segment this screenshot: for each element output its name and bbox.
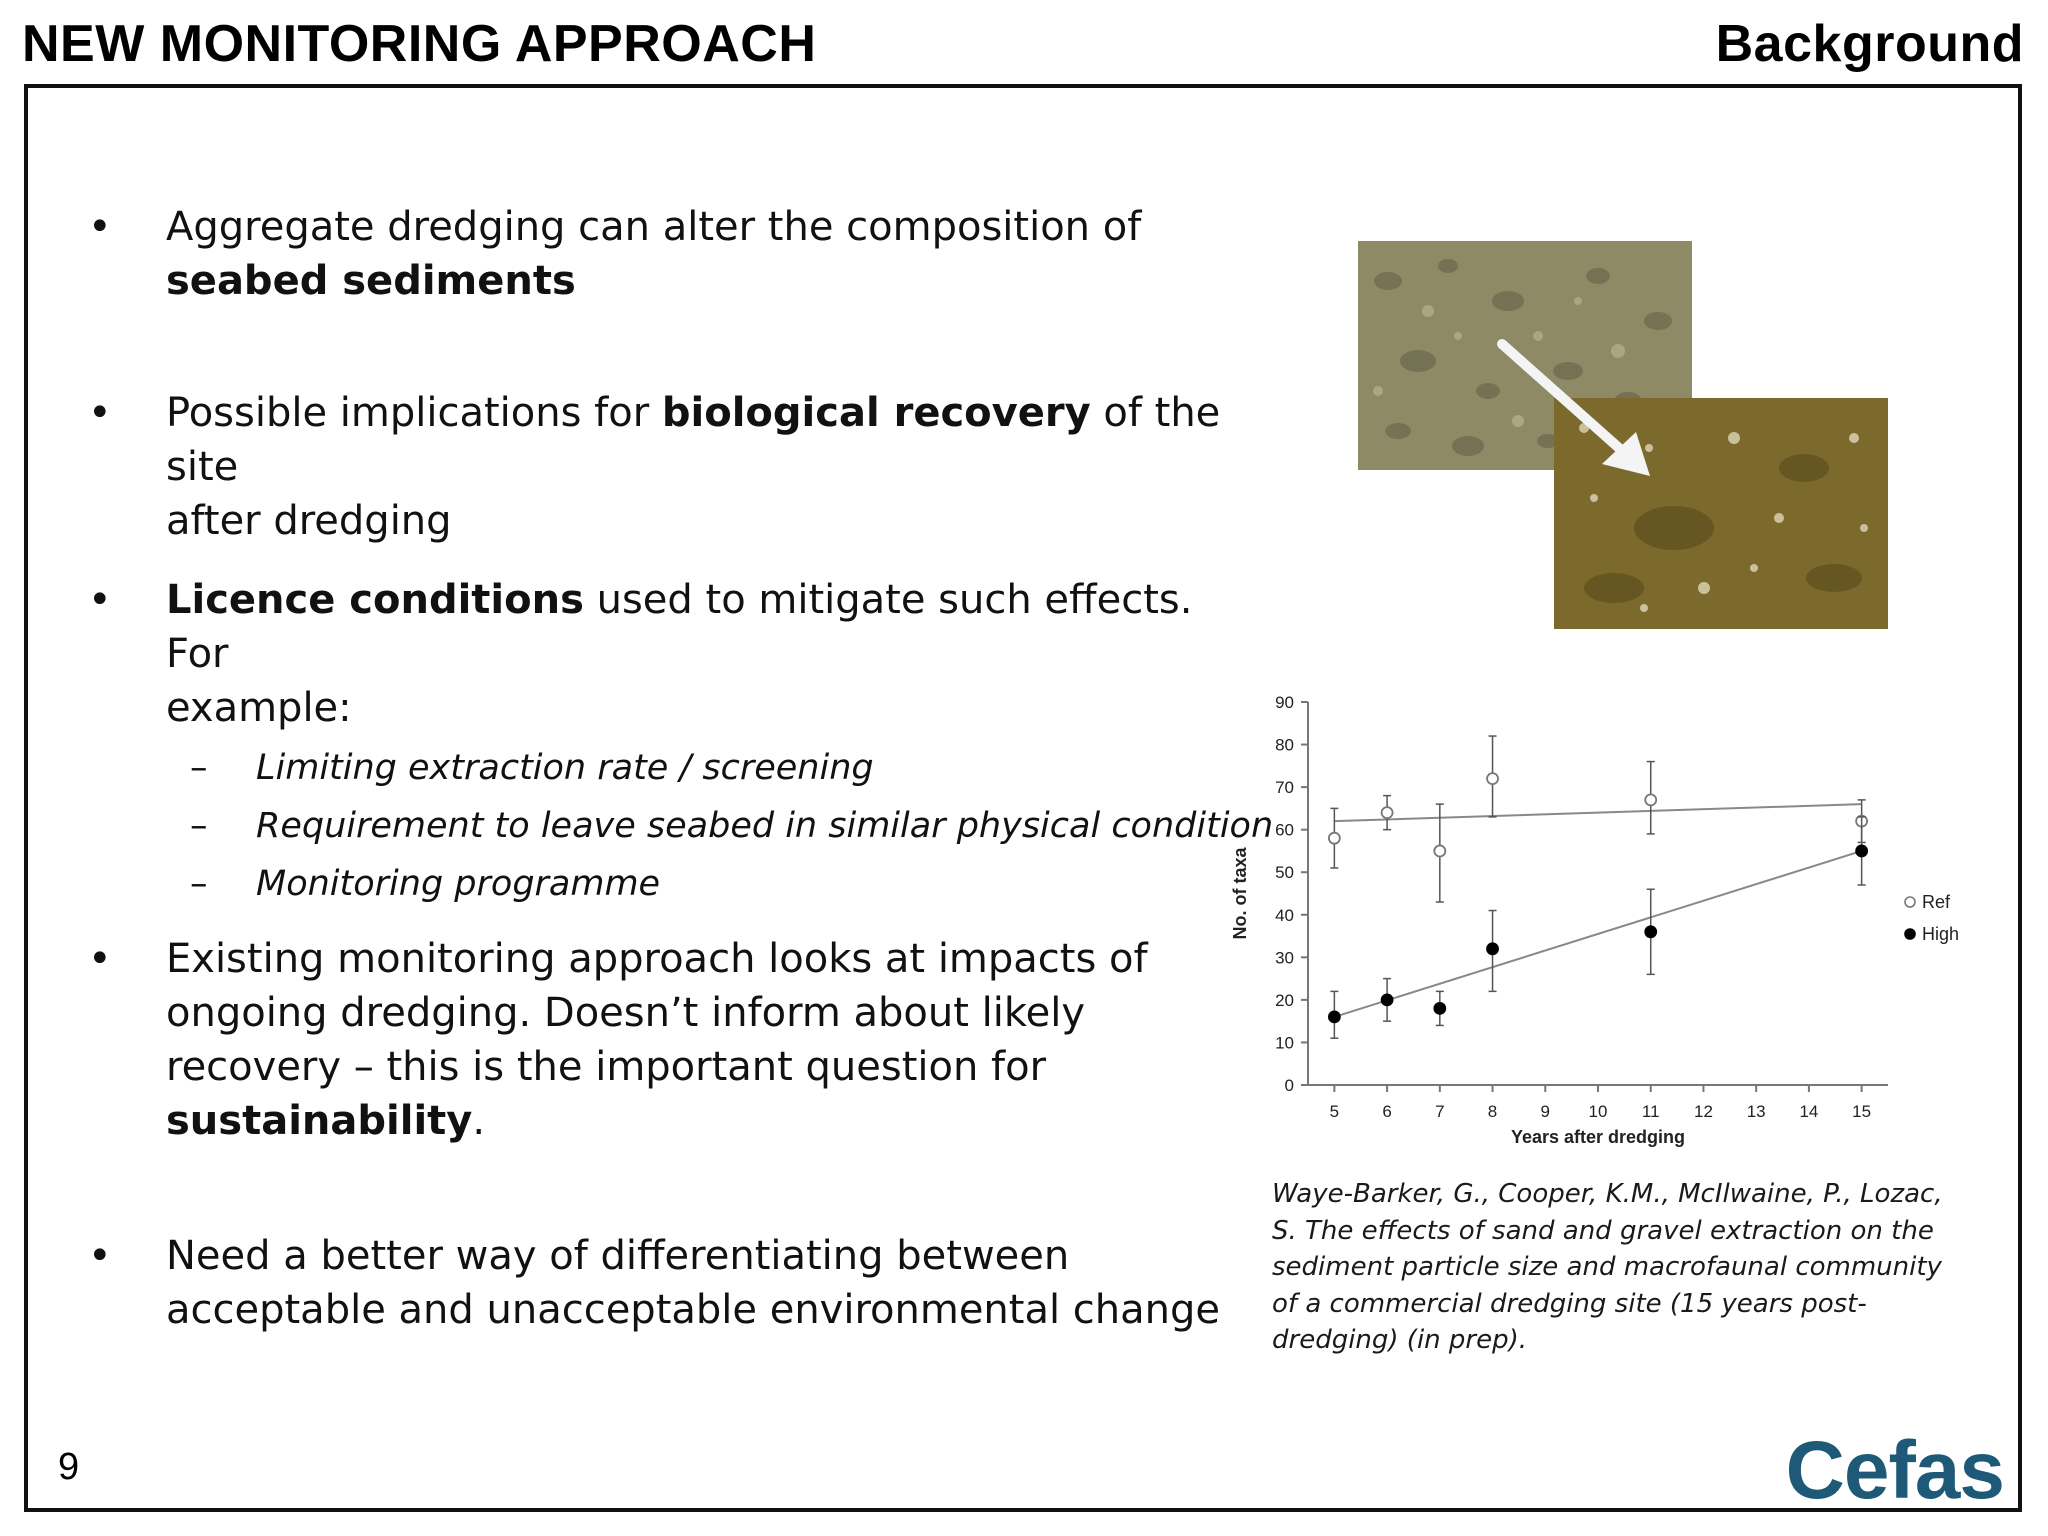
x-tick-label: 9 [1540, 1102, 1551, 1121]
point-high [1856, 845, 1867, 856]
bullet-emphasis: Licence conditions [166, 577, 584, 623]
point-high [1487, 943, 1498, 954]
chart-trend-lines [1334, 804, 1861, 1017]
sub-bullet-item [166, 797, 1274, 855]
legend-label-ref: Ref [1922, 892, 1951, 912]
trend-line-ref [1334, 804, 1861, 821]
sub-bullet-dash: – [190, 748, 208, 788]
sub-bullet-text: Requirement to leave seabed in similar physical condition [256, 806, 1274, 846]
bullet-dot: • [88, 390, 112, 436]
cefas-logo: Cefas [1785, 1425, 2004, 1516]
y-tick-label: 60 [1275, 820, 1294, 840]
y-tick-label: 10 [1275, 1033, 1294, 1053]
x-tick-label: 10 [1588, 1102, 1608, 1121]
bullet-text: ongoing dredging. Doesn’t inform about likely [166, 990, 1086, 1036]
x-tick-label: 7 [1435, 1102, 1445, 1121]
bullet-text: used to mitigate such effects. For [166, 577, 1193, 677]
sub-bullet-item [166, 739, 1226, 797]
legend-marker-ref [1905, 897, 1915, 907]
bullet-dot: • [88, 577, 112, 623]
bullet-text: after dredging [166, 498, 452, 544]
x-tick-label: 12 [1693, 1102, 1713, 1121]
bullet-text: Possible implications for [166, 390, 650, 436]
x-tick-label: 15 [1852, 1102, 1872, 1121]
bullet-text: of the site [166, 390, 1221, 490]
bullet-text: Aggregate dredging can alter the composition of [166, 204, 1142, 250]
chart-axes [1230, 693, 1888, 1147]
page-number: 9 [58, 1446, 80, 1488]
y-tick-label: 80 [1275, 735, 1294, 755]
section-label: Background [1715, 15, 2024, 73]
y-tick-label: 50 [1275, 863, 1294, 883]
citation-text: Waye-Barker, G., Cooper, K.M., McIlwaine, P., Lozac, S. The effects of sand and gravel extraction on the sediment particle size and macrofaunal community of a commercial dredging site (15 years post-dredging) (in prep). [1272, 1179, 1943, 1355]
sub-bullet-item [166, 855, 1226, 913]
point-high [1434, 1003, 1445, 1014]
y-tick-label: 30 [1275, 948, 1294, 968]
bullet-emphasis: seabed sediments [166, 258, 576, 304]
y-tick-label: 90 [1275, 693, 1294, 712]
chart-legend [1905, 892, 1959, 944]
y-axis-title: No. of taxa [1230, 847, 1250, 940]
transition-arrow-icon [1490, 332, 1670, 492]
bullet-dot: • [88, 204, 112, 250]
point-ref [1645, 794, 1656, 805]
legend-label-high: High [1922, 924, 1960, 944]
slide-title: NEW MONITORING APPROACH [22, 15, 817, 73]
bullet-text: Need a better way of differentiating between [166, 1233, 1070, 1279]
point-ref [1487, 773, 1498, 784]
point-high [1329, 1011, 1340, 1022]
x-tick-label: 14 [1799, 1102, 1819, 1121]
bullet-text: Existing monitoring approach looks at impacts of [166, 936, 1148, 982]
point-high [1645, 926, 1656, 937]
trend-line-high [1334, 851, 1861, 1017]
sub-bullet-dash: – [190, 864, 208, 904]
sub-bullet-dash: – [190, 806, 208, 846]
x-axis-title: Years after dredging [1510, 1127, 1686, 1147]
y-tick-label: 20 [1275, 990, 1294, 1010]
legend-marker-high [1905, 929, 1915, 939]
bullet-text: . [472, 1098, 486, 1144]
sub-bullet-text: Monitoring programme [256, 864, 661, 904]
x-tick-label: 5 [1329, 1102, 1340, 1121]
taxa-recovery-chart [1212, 680, 1992, 1150]
point-high [1382, 994, 1393, 1005]
y-tick-label: 70 [1275, 778, 1294, 798]
bullet-dot: • [88, 936, 112, 982]
point-ref [1434, 845, 1445, 856]
bullet-emphasis: sustainability [166, 1098, 473, 1144]
bullet-text: recovery – this is the important question for [166, 1044, 1047, 1090]
y-tick-label: 40 [1275, 905, 1294, 925]
sub-bullet-text: Limiting extraction rate / screening [256, 748, 874, 788]
x-tick-label: 11 [1641, 1102, 1660, 1121]
bullet-text: acceptable and unacceptable environmental change [166, 1287, 1221, 1333]
bullet-dot: • [88, 1233, 112, 1279]
point-ref [1329, 833, 1340, 844]
bullet-text: example: [166, 685, 352, 731]
x-tick-label: 6 [1382, 1102, 1392, 1121]
x-tick-label: 8 [1487, 1102, 1498, 1121]
point-ref [1382, 807, 1393, 818]
y-tick-label: 0 [1284, 1076, 1294, 1095]
x-tick-label: 13 [1746, 1102, 1766, 1121]
bullet-emphasis: biological recovery [661, 390, 1091, 436]
